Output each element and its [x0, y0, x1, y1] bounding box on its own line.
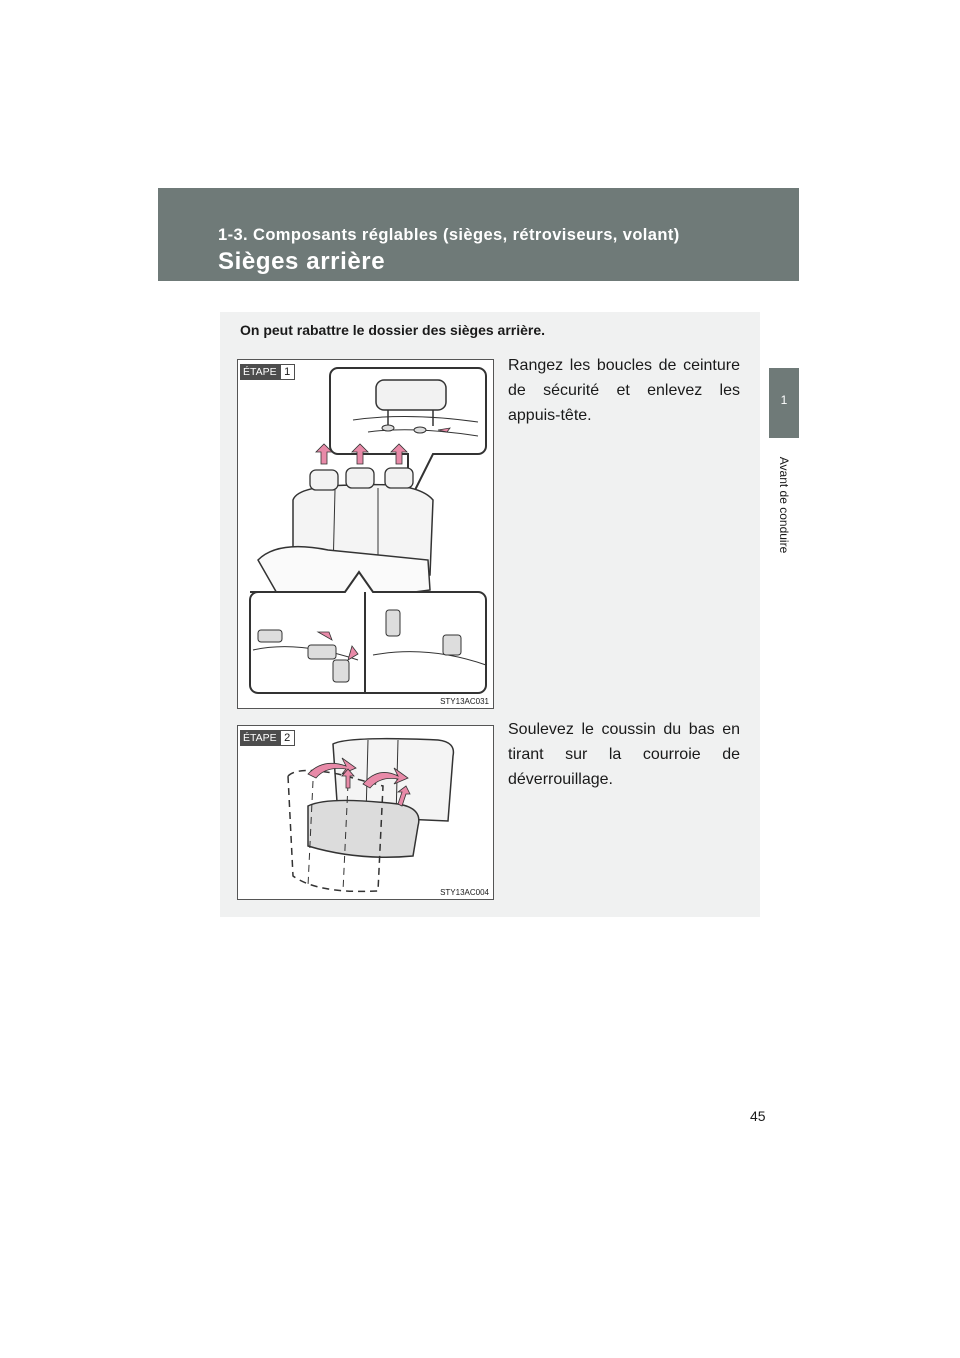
intro-text: On peut rabattre le dossier des sièges arrière. — [240, 322, 546, 338]
seat-headrest-illustration — [238, 360, 495, 710]
step-badge-word: ÉTAPE — [240, 730, 280, 746]
step-badge-number: 2 — [280, 730, 295, 746]
section-heading: 1-3. Composants réglables (sièges, rétroviseurs, volant) — [218, 226, 680, 244]
figure-code: STY13AC031 — [440, 697, 489, 706]
chapter-number: 1 — [780, 393, 788, 407]
step-badge — [240, 730, 295, 746]
step-2-text: Soulevez le coussin du bas en tirant sur la courroie de déverrouillage. — [508, 721, 740, 788]
header-band — [158, 188, 799, 281]
chapter-label: Avant de conduire — [777, 456, 791, 554]
seat-cushion-illustration — [238, 726, 495, 901]
step-badge — [240, 364, 295, 380]
step-1-text: Rangez les boucles de ceinture de sécurité et enlevez les appuis-tête. — [508, 357, 740, 424]
content-box — [220, 312, 760, 917]
chapter-tab — [769, 368, 799, 438]
page-number: 45 — [750, 1108, 766, 1124]
page-title: Sièges arrière — [218, 248, 386, 275]
figure-step-1 — [237, 359, 494, 709]
figure-step-2 — [237, 725, 494, 900]
figure-code: STY13AC004 — [440, 888, 489, 897]
step-badge-word: ÉTAPE — [240, 364, 280, 380]
step-badge-number: 1 — [280, 364, 295, 380]
